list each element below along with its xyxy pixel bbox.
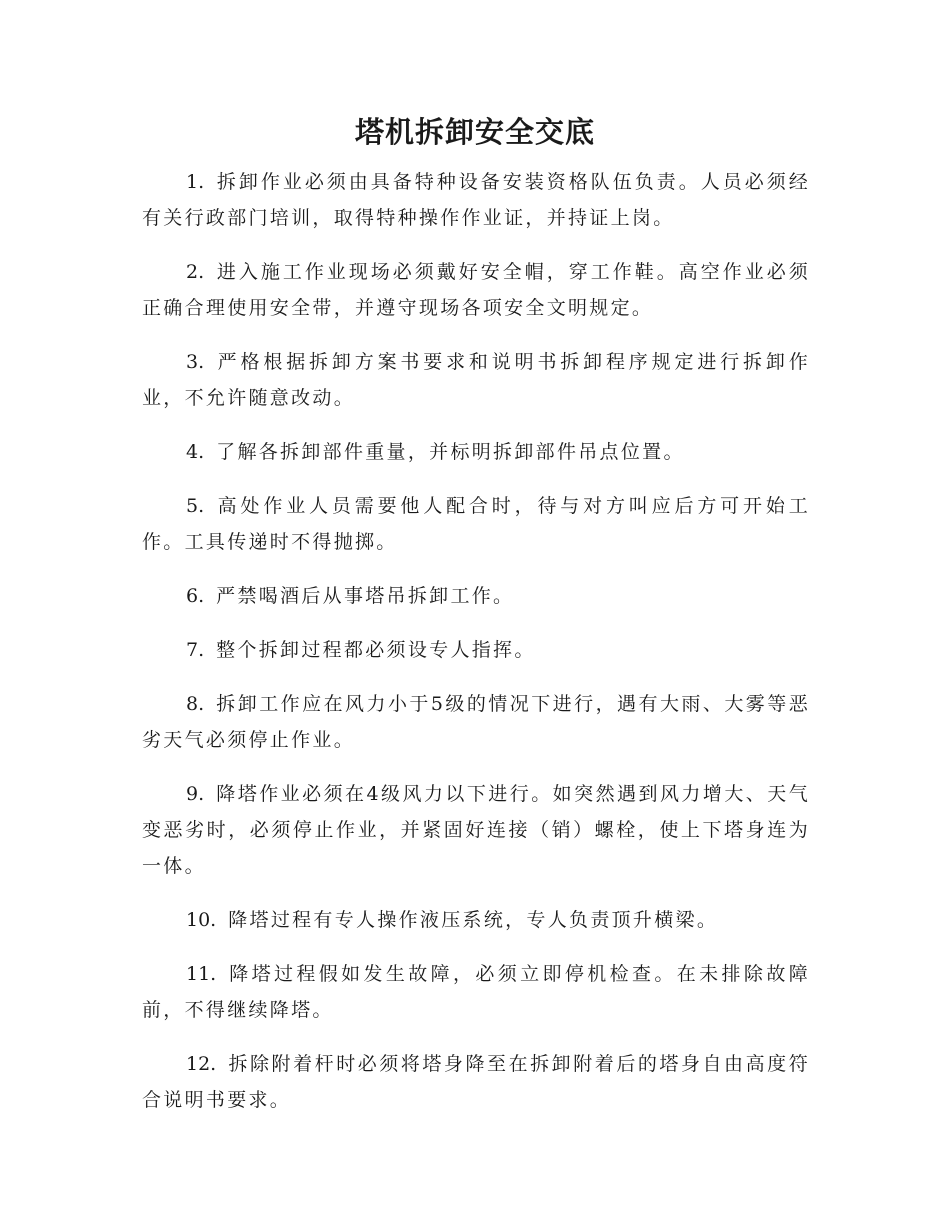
item-number: 10. xyxy=(186,909,217,931)
item-number: 8. xyxy=(186,693,205,715)
list-item xyxy=(142,776,810,884)
list-item xyxy=(142,578,810,614)
list-item xyxy=(142,902,810,938)
item-number: 3. xyxy=(186,351,205,373)
list-item xyxy=(142,434,810,470)
item-text: 严禁喝酒后从事塔吊拆卸工作。 xyxy=(216,585,515,607)
list-item xyxy=(142,488,810,560)
item-text: 降塔过程假如发生故障，必须立即停机检查。在未排除故障前，不得继续降塔。 xyxy=(142,963,810,1021)
item-text: 整个拆卸过程都必须设专人指挥。 xyxy=(216,639,536,661)
list-item xyxy=(142,956,810,1028)
item-text: 了解各拆卸部件重量，并标明拆卸部件吊点位置。 xyxy=(216,441,685,463)
item-number: 1. xyxy=(186,171,205,193)
list-item xyxy=(142,1046,810,1118)
list-item xyxy=(142,686,810,758)
list-item xyxy=(142,164,810,236)
item-text: 降塔作业必须在4级风力以下进行。如突然遇到风力增大、天气变恶劣时，必须停止作业，并紧固好连接（销）螺栓，使上下塔身连为一体。 xyxy=(142,783,810,877)
item-text: 拆卸工作应在风力小于5级的情况下进行，遇有大雨、大雾等恶劣天气必须停止作业。 xyxy=(142,693,810,751)
item-text: 降塔过程有专人操作液压系统，专人负责顶升横梁。 xyxy=(228,909,719,931)
item-number: 4. xyxy=(186,441,205,463)
item-number: 9. xyxy=(186,783,205,805)
item-number: 2. xyxy=(186,261,205,283)
item-text: 进入施工作业现场必须戴好安全帽，穿工作鞋。高空作业必须正确合理使用安全带，并遵守现场各项安全文明规定。 xyxy=(142,261,810,319)
item-number: 11. xyxy=(186,963,217,985)
item-text: 拆除附着杆时必须将塔身降至在拆卸附着后的塔身自由高度符合说明书要求。 xyxy=(142,1053,810,1111)
item-text: 高处作业人员需要他人配合时，待与对方叫应后方可开始工作。工具传递时不得抛掷。 xyxy=(142,495,810,553)
list-item xyxy=(142,344,810,416)
item-text: 拆卸作业必须由具备特种设备安装资格队伍负责。人员必须经有关行政部门培训，取得特种操作作业证，并持证上岗。 xyxy=(142,171,810,229)
item-number: 7. xyxy=(186,639,205,661)
list-item xyxy=(142,632,810,668)
item-number: 6. xyxy=(186,585,205,607)
item-text: 严格根据拆卸方案书要求和说明书拆卸程序规定进行拆卸作业，不允许随意改动。 xyxy=(142,351,810,409)
list-item xyxy=(142,254,810,326)
document-body xyxy=(142,164,810,1136)
document-title: 塔机拆卸安全交底 xyxy=(354,115,595,149)
item-number: 5. xyxy=(186,495,205,517)
item-number: 12. xyxy=(186,1053,217,1075)
